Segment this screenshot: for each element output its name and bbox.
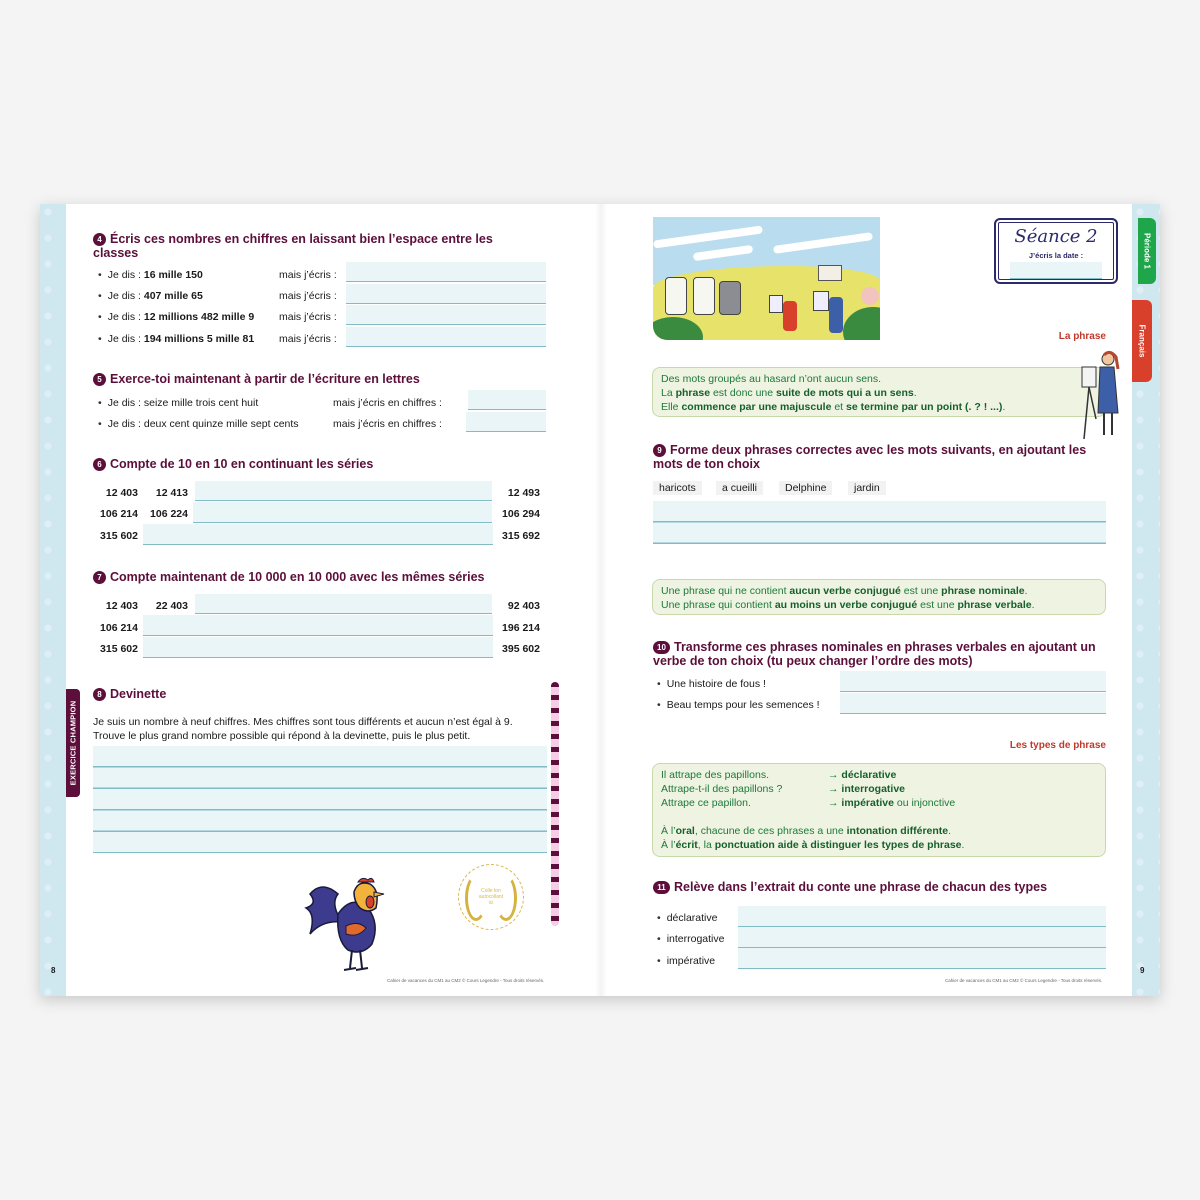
ex5-row-2: • Je dis : deux cent quinze mille sept cents <box>98 417 299 431</box>
ex4-row-1: • Je dis : 16 mille 150 <box>98 268 203 282</box>
ex4-answer-3[interactable] <box>346 305 546 325</box>
ex4-row-3-label: mais j’écris : <box>279 311 337 323</box>
ex5-answer-1[interactable] <box>468 390 546 410</box>
exercise-number-badge: 8 <box>93 688 106 701</box>
ex4-row-2-label: mais j’écris : <box>279 290 337 302</box>
painter-girl-illustration <box>1080 349 1122 441</box>
exercise-number-badge: 7 <box>93 571 106 584</box>
exercise-7-title: 7 Compte maintenant de 10 000 en 10 000 avec les mêmes séries <box>93 570 533 584</box>
footer-copyright-left: Cahier de vacances du CM1 au CM2 © Cours Legendre - Tous droits réservés. <box>387 978 545 983</box>
ex11-answer-1[interactable] <box>738 906 1106 927</box>
ex7-answer-2[interactable] <box>143 615 493 636</box>
word-chip: Delphine <box>779 481 832 495</box>
ex4-row-1-label: mais j’écris : <box>279 269 337 281</box>
ex4-row-3: • Je dis : 12 millions 482 mille 9 <box>98 310 254 324</box>
ex6-answer-3[interactable] <box>143 524 493 545</box>
exercise-11-title: 11 Relève dans l’extrait du conte une phrase de chacun des types <box>653 880 1113 894</box>
ex5-row-1-label: mais j’écris en chiffres : <box>333 397 442 409</box>
ex6-row-3-end: 315 692 <box>502 530 540 542</box>
ex10-answer-1[interactable] <box>840 671 1106 692</box>
rule-box-la-phrase: Des mots groupés au hasard n’ont aucun sens. La phrase est donc une suite de mots qui a un sens. Elle commence par une majuscule et se termine par un point (. ? ! ...). <box>652 367 1106 417</box>
ex7-row-1-start: 12 403 <box>105 600 138 612</box>
exercise-number-badge: 10 <box>653 641 670 654</box>
ex11-answer-2[interactable] <box>738 927 1106 948</box>
champion-dotted-border <box>551 682 559 926</box>
ex7-row-2-end: 196 214 <box>502 622 540 634</box>
ex7-answer-1[interactable] <box>195 594 492 614</box>
ex4-answer-1[interactable] <box>346 262 546 282</box>
book-gutter <box>595 204 607 996</box>
ex7-answer-3[interactable] <box>143 637 493 658</box>
ex6-row-1-start: 12 403 <box>105 487 138 499</box>
ex5-answer-2[interactable] <box>466 412 546 432</box>
ex11-item-1: • déclarative <box>657 911 717 925</box>
ex7-row-1-end: 92 403 <box>507 600 540 612</box>
exercise-4-title: 4 Écris ces nombres en chiffres en laissant bien l’espace entre les classes <box>93 232 493 260</box>
exercise-8-title: 8 Devinette <box>93 687 393 701</box>
ex6-row-1-second: 12 413 <box>155 487 188 499</box>
page-number-right: 9 <box>1140 966 1145 975</box>
ex7-row-3-start: 315 602 <box>100 643 138 655</box>
date-label: J’écris la date : <box>1028 251 1084 260</box>
exercise-10-title: 10 Transforme ces phrases nominales en phrases verbales en ajoutant un verbe de ton choix (tu peux changer l’ordre des mots) <box>653 640 1096 668</box>
ex6-row-3-start: 315 602 <box>100 530 138 542</box>
exercise-number-badge: 4 <box>93 233 106 246</box>
exercise-number-badge: 9 <box>653 444 666 457</box>
date-input-field[interactable] <box>1010 262 1102 279</box>
ex10-answer-2[interactable] <box>840 693 1106 714</box>
ex11-item-3: • impérative <box>657 954 715 968</box>
ex4-answer-2[interactable] <box>346 284 546 304</box>
word-chip: haricots <box>653 481 702 495</box>
ex11-answer-3[interactable] <box>738 948 1106 969</box>
word-chip: jardin <box>848 481 886 495</box>
workbook-spread <box>40 204 1160 996</box>
seance-title: Séance 2 <box>1014 226 1098 247</box>
ex7-row-1-second: 22 403 <box>155 600 188 612</box>
ex4-row-4-label: mais j’écris : <box>279 333 337 345</box>
ex4-row-2: • Je dis : 407 mille 65 <box>98 289 203 303</box>
footer-copyright-right: Cahier de vacances du CM1 au CM2 © Cours Legendre - Tous droits réservés. <box>945 978 1103 983</box>
ex5-row-1: • Je dis : seize mille trois cent huit <box>98 396 258 410</box>
left-margin-strip <box>40 204 66 996</box>
ex7-row-3-end: 395 602 <box>502 643 540 655</box>
ex9-answer-lines[interactable] <box>653 501 1106 544</box>
exercise-number-badge: 11 <box>653 881 670 894</box>
section-label-la-phrase: La phrase <box>1058 331 1106 342</box>
exercise-5-title: 5 Exerce-toi maintenant à partir de l’écriture en lettres <box>93 372 513 386</box>
seance-box <box>994 218 1118 284</box>
exercice-champion-tab: EXERCICE CHAMPION <box>66 689 80 797</box>
farm-painters-illustration <box>653 217 880 340</box>
exercise-number-badge: 6 <box>93 458 106 471</box>
ex6-row-1-end: 12 493 <box>507 487 540 499</box>
section-label-types-de-phrase: Les types de phrase <box>1009 740 1106 751</box>
exercise-9-title: 9 Forme deux phrases correctes avec les mots suivants, en ajoutant les mots de ton choix <box>653 443 1087 471</box>
ex8-text-line-2: Trouve le plus grand nombre possible qui répond à la devinette, puis le plus petit. <box>93 730 471 742</box>
sticker-placeholder-seal[interactable]: Colle ton autocollant ici <box>458 864 524 930</box>
page-number-left: 8 <box>51 966 56 975</box>
ex6-row-2-second: 106 224 <box>150 508 188 520</box>
exercise-6-title: 6 Compte de 10 en 10 en continuant les séries <box>93 457 513 471</box>
rule-box-nominale-verbale: Une phrase qui ne contient aucun verbe conjugué est une phrase nominale. Une phrase qui contient au moins un verbe conjugué est une phrase verbale. <box>652 579 1106 615</box>
ex6-row-2-end: 106 294 <box>502 508 540 520</box>
ex4-row-4: • Je dis : 194 millions 5 mille 81 <box>98 332 254 346</box>
ex6-answer-1[interactable] <box>195 481 492 501</box>
ex7-row-2-start: 106 214 <box>100 622 138 634</box>
ex10-item-2: • Beau temps pour les semences ! <box>657 698 820 712</box>
tab-francais[interactable]: Français <box>1132 300 1152 382</box>
ex4-answer-4[interactable] <box>346 327 546 347</box>
tab-periode-1[interactable]: Période 1 <box>1138 218 1156 284</box>
ex8-answer-lines[interactable] <box>93 746 547 853</box>
rule-box-types-de-phrase: Il attrape des papillons. → déclarative Attrape-t-il des papillons ? → interrogative Attrape ce papillon. → impérative ou injonctive À l’oral, chacune de ces phrases a une intonation différente. À l’écrit, la ponctuation aide à distinguer les types de phrase. <box>652 763 1106 857</box>
rooster-illustration <box>302 874 402 974</box>
exercise-number-badge: 5 <box>93 373 106 386</box>
ex5-row-2-label: mais j’écris en chiffres : <box>333 418 442 430</box>
ex10-item-1: • Une histoire de fous ! <box>657 677 766 691</box>
ex11-item-2: • interrogative <box>657 932 724 946</box>
ex6-answer-2[interactable] <box>193 502 492 523</box>
ex8-text-line-1: Je suis un nombre à neuf chiffres. Mes chiffres sont tous différents et aucun n’est égal à 9. <box>93 716 513 728</box>
word-chip: a cueilli <box>716 481 763 495</box>
ex6-row-2-start: 106 214 <box>100 508 138 520</box>
